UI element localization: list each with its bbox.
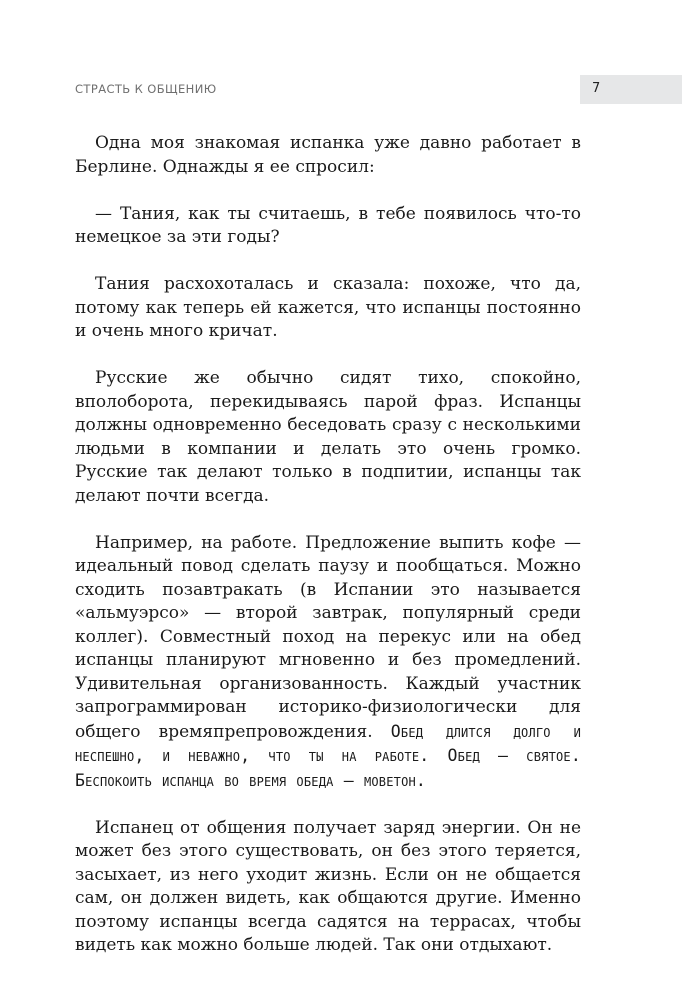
paragraph: Русские же обычно сидят тихо, спокойно, вполоборота, перекидываясь парой фраз. Испанцы должны одновременно беседовать сразу с несколькими людьми в компании и делать это очень громко. Русские так делают только в подпитии, испанцы так делают почти всегда. [75, 368, 581, 506]
paragraph-text: Например, на работе. Предложение выпить кофе — идеальный повод сделать паузу и пообщаться. Можно сходить позавтракать (в Испании это называется «альмуэрсо» — второй завтрак, популярный среди коллег). Совместный поход на перекус или на обед испанцы планируют мгновенно и без промедлений. Удивительная организованность. Каждый участник запрограммирован историко-физиологически для общего времяпрепровождения. [75, 532, 581, 742]
paragraph: Испанец от общения получает заряд энергии. Он не может без этого существовать, он без этого теряется, засыхает, из него уходит жизнь. Если он не общается сам, он должен видеть, как общаются другие. Именно поэтому испанцы всегда садятся на террасах, чтобы видеть как можно больше людей. Так они отдыхают. [75, 817, 581, 955]
paragraph: Одна моя знакомая испанка уже давно работает в Берлине. Однажды я ее спросил: [75, 133, 581, 177]
paragraph: Тания расхохоталась и сказала: похоже, что да, потому как теперь ей кажется, что испанцы постоянно и очень много кричат. [75, 274, 581, 341]
paragraph: — Тания, как ты считаешь, в тебе появилось что-то немецкое за эти годы? [75, 203, 581, 247]
handwritten-emphasis: Обед длится долго и неспешно, и неважно, что ты на работе. Обед — святое. Беспокоить испанца во время обеда — моветон. [75, 721, 582, 790]
page-number-tab [580, 75, 682, 104]
body-text [75, 132, 581, 981]
page-number: 7 [592, 81, 601, 96]
paragraph [75, 532, 581, 794]
running-header-title: СТРАСТЬ К ОБЩЕНИЮ [75, 82, 217, 96]
